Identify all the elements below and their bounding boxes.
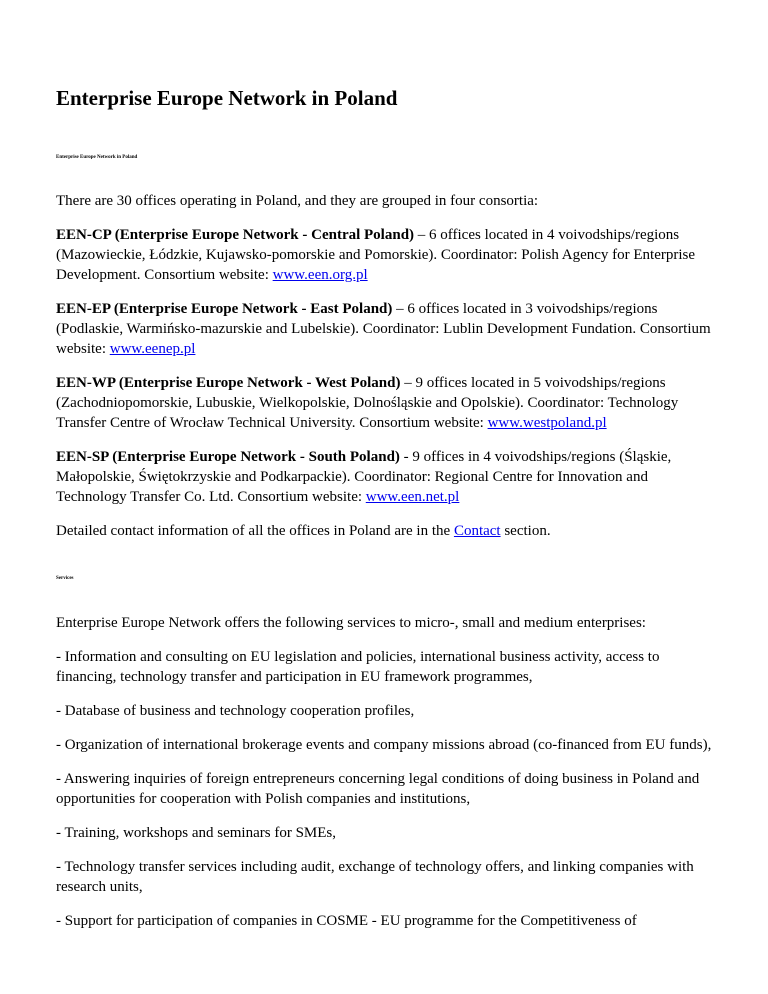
subheading: Enterprise Europe Network in Poland bbox=[56, 155, 138, 160]
page-title: Enterprise Europe Network in Poland bbox=[56, 86, 398, 110]
contact-text-after: section. bbox=[500, 523, 551, 539]
contact-link[interactable]: Contact bbox=[453, 523, 501, 539]
consortium-description: – 6 offices located in 4 voivodships/regions (Mazowieckie, Łódzkie, Kujawsko-pomorskie and Pomorskie). Coordinator: Polish Agency for Enterprise Development. Consortium website: bbox=[56, 227, 696, 283]
service-item: - Training, workshops and seminars for SMEs, bbox=[56, 825, 336, 841]
service-item: - Database of business and technology cooperation profiles, bbox=[56, 703, 415, 719]
consortium-paragraph-wp bbox=[56, 373, 716, 433]
consortium-description: – 9 offices located in 5 voivodships/regions (Zachodniopomorskie, Lubuskie, Wielkopolskie, Dolnośląskie and Opolskie). Coordinator: Technology Transfer Centre of Wrocław Technical University. Consortium website: bbox=[56, 375, 679, 431]
consortium-paragraph-cp bbox=[56, 225, 716, 285]
intro-section bbox=[56, 191, 716, 555]
service-item: - Technology transfer services including audit, exchange of technology offers, and linking companies with research units, bbox=[56, 859, 694, 895]
service-item: - Answering inquiries of foreign entrepreneurs concerning legal conditions of doing business in Poland and opportunities for cooperation with Polish companies and institutions, bbox=[56, 771, 700, 807]
consortium-description: - 9 offices in 4 voivodships/regions (Śląskie, Małopolskie, Świętokrzyskie and Podkarpackie). Coordinator: Regional Centre for Innovation and Technology Transfer Co. Ltd. Consortium website: bbox=[56, 449, 672, 505]
service-item: - Organization of international brokerage events and company missions abroad (co-financed from EU funds), bbox=[56, 737, 712, 753]
consortium-website-link[interactable]: www.westpoland.pl bbox=[487, 415, 607, 431]
consortium-paragraph-ep bbox=[56, 299, 716, 359]
consortium-name: EEN-WP (Enterprise Europe Network - West Poland) bbox=[56, 375, 401, 391]
service-item: - Information and consulting on EU legislation and policies, international business activity, access to financing, technology transfer and participation in EU framework programmes, bbox=[56, 649, 660, 685]
services-heading: Services bbox=[56, 576, 74, 581]
intro-paragraph: There are 30 offices operating in Poland, and they are grouped in four consortia: bbox=[56, 193, 539, 209]
consortium-name: EEN-CP (Enterprise Europe Network - Central Poland) bbox=[56, 227, 415, 243]
consortium-paragraph-sp bbox=[56, 447, 716, 507]
consortium-website-link[interactable]: www.eenep.pl bbox=[109, 341, 196, 357]
consortium-website-link[interactable]: www.een.net.pl bbox=[365, 489, 460, 505]
contact-text-before: Detailed contact information of all the offices in Poland are in the bbox=[56, 523, 454, 539]
contact-paragraph bbox=[56, 521, 716, 541]
consortium-description: – 6 offices located in 3 voivodships/regions (Podlaskie, Warmińsko-mazurskie and Lubelskie). Coordinator: Lublin Development Fundation. Consortium website: bbox=[56, 301, 711, 357]
consortium-name: EEN-SP (Enterprise Europe Network - South Poland) bbox=[56, 449, 400, 465]
services-section bbox=[56, 613, 716, 945]
consortium-name: EEN-EP (Enterprise Europe Network - East Poland) bbox=[56, 301, 393, 317]
service-item: - Support for participation of companies in COSME - EU programme for the Competitiveness of bbox=[56, 913, 637, 929]
consortium-website-link[interactable]: www.een.org.pl bbox=[272, 267, 368, 283]
services-intro: Enterprise Europe Network offers the following services to micro-, small and medium enterprises: bbox=[56, 615, 646, 631]
